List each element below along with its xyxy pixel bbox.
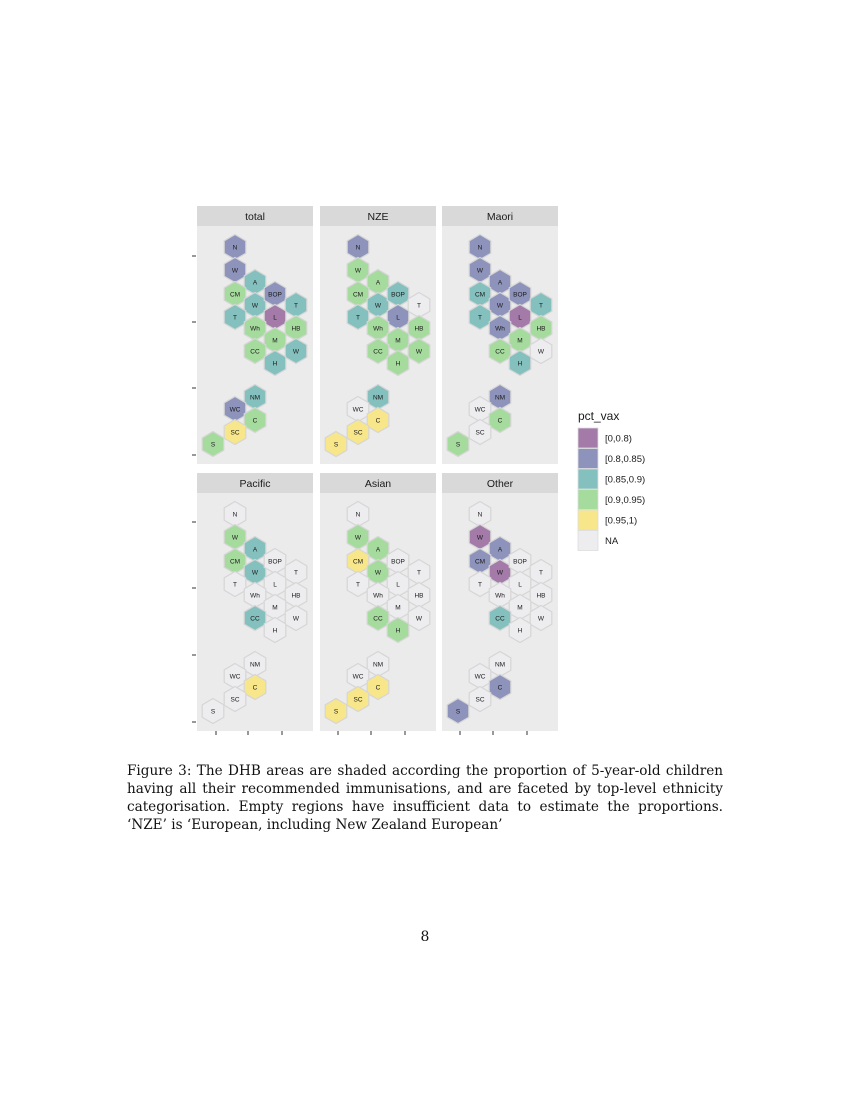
hex-label-HB: HB: [291, 325, 301, 333]
hex-label-SC: SC: [230, 696, 240, 704]
hex-label-BOP: BOP: [513, 558, 527, 566]
hex-label-A: A: [497, 546, 503, 554]
facet-panel-nze: [320, 206, 436, 464]
hex-label-N: N: [232, 511, 238, 519]
hex-label-CC: CC: [495, 615, 505, 623]
legend-swatch: [578, 510, 598, 530]
hex-label-N: N: [355, 511, 361, 519]
legend-swatch: [578, 531, 598, 551]
hex-label-Wh: Wh: [373, 325, 383, 333]
hex-label-N: N: [477, 244, 483, 252]
facet-title: Asian: [364, 478, 392, 490]
hex-label-M: M: [272, 337, 278, 345]
legend-title: pct_vax: [578, 409, 620, 423]
hex-label-NM: NM: [249, 394, 261, 402]
legend-item-label: [0.8,0.85): [605, 454, 646, 465]
legend-item-label: NA: [605, 536, 619, 547]
hex-label-N: N: [477, 511, 483, 519]
hex-label-SC: SC: [475, 696, 485, 704]
hex-label-H: H: [272, 627, 278, 635]
facet-panel-other: [442, 473, 558, 731]
facet-panel-maori: [442, 206, 558, 464]
hex-label-SC: SC: [353, 429, 363, 437]
hex-label-C: C: [497, 684, 503, 692]
hex-label-A: A: [252, 546, 258, 554]
hex-label-Wa: W: [537, 615, 545, 623]
hex-label-BOP: BOP: [391, 558, 405, 566]
hex-label-S: S: [455, 441, 461, 449]
hex-label-Wh: Wh: [495, 325, 505, 333]
facet-panel-pacific: [197, 473, 313, 731]
hex-label-A: A: [252, 279, 258, 287]
hex-label-Tk: T: [356, 581, 360, 589]
hex-label-NM: NM: [372, 661, 384, 669]
hex-label-H: H: [395, 627, 401, 635]
hex-label-L: L: [518, 581, 522, 589]
hex-label-Wh: Wh: [495, 592, 505, 600]
hex-label-T: T: [294, 302, 298, 310]
hex-label-W: W: [354, 534, 362, 542]
hex-label-L: L: [396, 581, 400, 589]
hex-label-Tk: T: [478, 314, 482, 322]
hex-label-CM: CM: [229, 558, 241, 566]
hex-label-T: T: [417, 302, 421, 310]
hex-label-H: H: [517, 627, 523, 635]
hex-label-WC: WC: [352, 673, 364, 681]
hex-label-L: L: [273, 581, 277, 589]
hex-label-A: A: [375, 279, 381, 287]
hex-label-CM: CM: [474, 558, 486, 566]
hex-label-SC: SC: [353, 696, 363, 704]
hex-label-S: S: [333, 708, 339, 716]
hex-label-WC: WC: [474, 673, 486, 681]
hex-label-L: L: [396, 314, 400, 322]
facet-title: Maori: [486, 211, 514, 223]
hex-label-S: S: [455, 708, 461, 716]
facet-title: NZE: [367, 211, 389, 223]
hex-label-Tk: T: [478, 581, 482, 589]
hex-label-BOP: BOP: [391, 291, 405, 299]
hex-label-WC: WC: [474, 406, 486, 414]
hex-label-BOP: BOP: [268, 558, 282, 566]
legend-swatch: [578, 469, 598, 489]
hex-label-T: T: [417, 569, 421, 577]
hex-label-Wn: W: [251, 302, 259, 310]
hex-label-M: M: [395, 604, 401, 612]
hex-label-CC: CC: [373, 615, 383, 623]
hex-label-Wh: Wh: [250, 592, 260, 600]
hex-label-C: C: [497, 417, 503, 425]
hex-label-H: H: [517, 360, 523, 368]
hex-label-WC: WC: [229, 406, 241, 414]
hex-label-Wa: W: [415, 615, 423, 623]
hex-label-Wn: W: [374, 302, 382, 310]
legend-swatch: [578, 490, 598, 510]
hex-label-C: C: [375, 417, 381, 425]
hex-label-L: L: [518, 314, 522, 322]
legend-swatch: [578, 428, 598, 448]
hex-label-W: W: [476, 267, 484, 275]
hex-label-Wn: W: [251, 569, 259, 577]
hex-label-T: T: [539, 302, 543, 310]
hex-label-SC: SC: [475, 429, 485, 437]
hex-label-W: W: [231, 267, 239, 275]
hex-label-WC: WC: [352, 406, 364, 414]
hex-label-M: M: [272, 604, 278, 612]
hex-label-Tk: T: [233, 314, 237, 322]
hex-label-Wa: W: [537, 348, 545, 356]
hex-label-S: S: [333, 441, 339, 449]
hex-label-CM: CM: [352, 558, 364, 566]
hex-label-M: M: [517, 604, 523, 612]
hex-label-S: S: [210, 441, 216, 449]
hex-label-NM: NM: [372, 394, 384, 402]
hex-label-Wn: W: [496, 569, 504, 577]
facet-title: Other: [486, 478, 514, 490]
page-number: 8: [420, 929, 430, 945]
hex-label-CC: CC: [250, 615, 260, 623]
hex-label-CC: CC: [373, 348, 383, 356]
hex-label-W: W: [231, 534, 239, 542]
hex-label-SC: SC: [230, 429, 240, 437]
legend-item-label: [0.85,0.9): [605, 474, 646, 486]
figure-caption: Figure 3: The DHB areas are shaded according the proportion of 5-year-old children having all their recommended immunisations, and are faceted by top-level ethnicity categorisation. Empty regions have insufficient data to estimate the proportions. ‘NZE’ is ‘European, including New Zealand European’: [127, 763, 723, 833]
facet-panel-asian: [320, 473, 436, 731]
facet-title: total: [245, 211, 265, 223]
hex-label-Wa: W: [292, 348, 300, 356]
hex-label-CM: CM: [229, 291, 241, 299]
hex-label-H: H: [395, 360, 401, 368]
hex-label-CM: CM: [352, 291, 364, 299]
hex-label-BOP: BOP: [268, 291, 282, 299]
hex-label-Wa: W: [415, 348, 423, 356]
hex-label-CC: CC: [495, 348, 505, 356]
facet-title: Pacific: [239, 478, 271, 490]
hex-label-Wn: W: [374, 569, 382, 577]
facet-panel-total: [197, 206, 313, 464]
legend: [578, 409, 645, 551]
hex-label-CM: CM: [474, 291, 486, 299]
hex-label-Wh: Wh: [373, 592, 383, 600]
hex-label-C: C: [252, 684, 258, 692]
legend-swatch: [578, 449, 598, 469]
hex-label-WC: WC: [229, 673, 241, 681]
hex-label-HB: HB: [536, 325, 546, 333]
hex-label-A: A: [375, 546, 381, 554]
hex-label-T: T: [539, 569, 543, 577]
hex-label-HB: HB: [414, 325, 424, 333]
hex-label-W: W: [354, 267, 362, 275]
hex-label-Wa: W: [292, 615, 300, 623]
hex-label-HB: HB: [291, 592, 301, 600]
hex-label-A: A: [497, 279, 503, 287]
hex-label-N: N: [355, 244, 361, 252]
hex-label-CC: CC: [250, 348, 260, 356]
hex-label-Tk: T: [233, 581, 237, 589]
hex-label-Tk: T: [356, 314, 360, 322]
hex-label-L: L: [273, 314, 277, 322]
hex-label-HB: HB: [536, 592, 546, 600]
hex-label-HB: HB: [414, 592, 424, 600]
hex-label-NM: NM: [494, 394, 506, 402]
legend-item-label: [0.9,0.95): [605, 495, 646, 506]
hex-label-Wn: W: [496, 302, 504, 310]
hex-label-M: M: [395, 337, 401, 345]
hex-label-T: T: [294, 569, 298, 577]
hex-label-Wh: Wh: [250, 325, 260, 333]
legend-item-label: [0,0.8): [605, 433, 632, 445]
hex-label-N: N: [232, 244, 238, 252]
hex-label-C: C: [375, 684, 381, 692]
legend-item-label: [0.95,1): [605, 515, 638, 527]
hex-label-W: W: [476, 534, 484, 542]
hex-label-S: S: [210, 708, 216, 716]
hex-label-NM: NM: [249, 661, 261, 669]
hex-label-H: H: [272, 360, 278, 368]
hex-label-BOP: BOP: [513, 291, 527, 299]
hex-label-NM: NM: [494, 661, 506, 669]
hex-label-M: M: [517, 337, 523, 345]
hex-label-C: C: [252, 417, 258, 425]
